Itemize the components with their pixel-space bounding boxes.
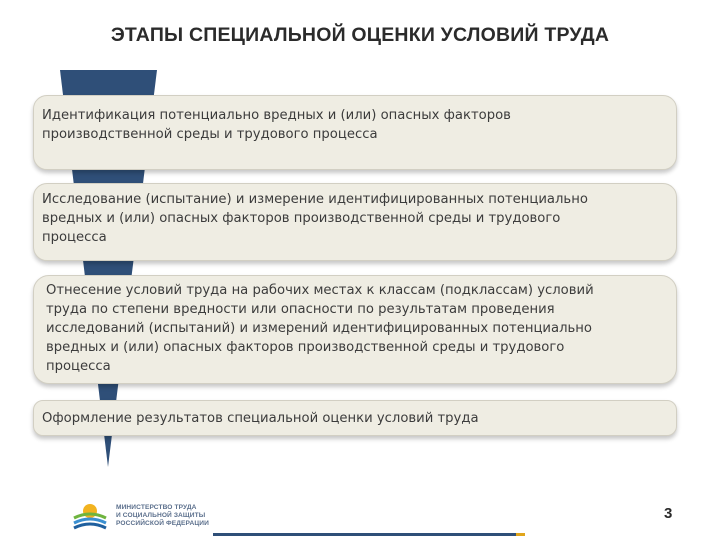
stage-3-card [33,275,677,384]
ministry-line-3: РОССИЙСКОЙ ФЕДЕРАЦИИ [116,520,209,527]
footer-accent-mark [516,533,525,536]
ministry-line-2: И СОЦИАЛЬНОЙ ЗАЩИТЫ [116,512,206,519]
ministry-logo-icon [72,496,108,532]
stage-3-line-1: Отнесение условий труда на рабочих местах к классам (подклассам) условий [46,283,594,298]
stage-1-card [33,95,677,170]
stage-2-line-1: Исследование (испытание) и измерение идентифицированных потенциально [42,192,588,207]
stage-2-card [33,183,677,261]
stage-2-line-2: вредных и (или) опасных факторов производственной среды и трудового [42,211,561,226]
stage-3-line-2: труда по степени вредности или опасности по результатам проведения [46,302,555,317]
stage-4-line-1: Оформление результатов специальной оценки условий труда [42,411,479,426]
slide-title: ЭТАПЫ СПЕЦИАЛЬНОЙ ОЦЕНКИ УСЛОВИЙ ТРУДА [110,24,610,46]
footer-divider [213,533,525,536]
page-number: 3 [664,505,673,522]
ministry-line-1: МИНИСТЕРСТВО ТРУДА [116,504,197,511]
ministry-name [116,504,209,528]
stage-3-line-4: вредных и (или) опасных факторов производственной среды и трудового [46,340,565,355]
stage-4-card [33,400,677,436]
stage-3-line-5: процесса [46,359,111,374]
stage-3-line-3: исследований (испытаний) и измерений идентифицированных потенциально [46,321,592,336]
stage-1-line-2: производственной среды и трудового процесса [42,127,378,142]
stage-2-line-3: процесса [42,230,107,245]
stage-1-line-1: Идентификация потенциально вредных и (или) опасных факторов [42,108,511,123]
